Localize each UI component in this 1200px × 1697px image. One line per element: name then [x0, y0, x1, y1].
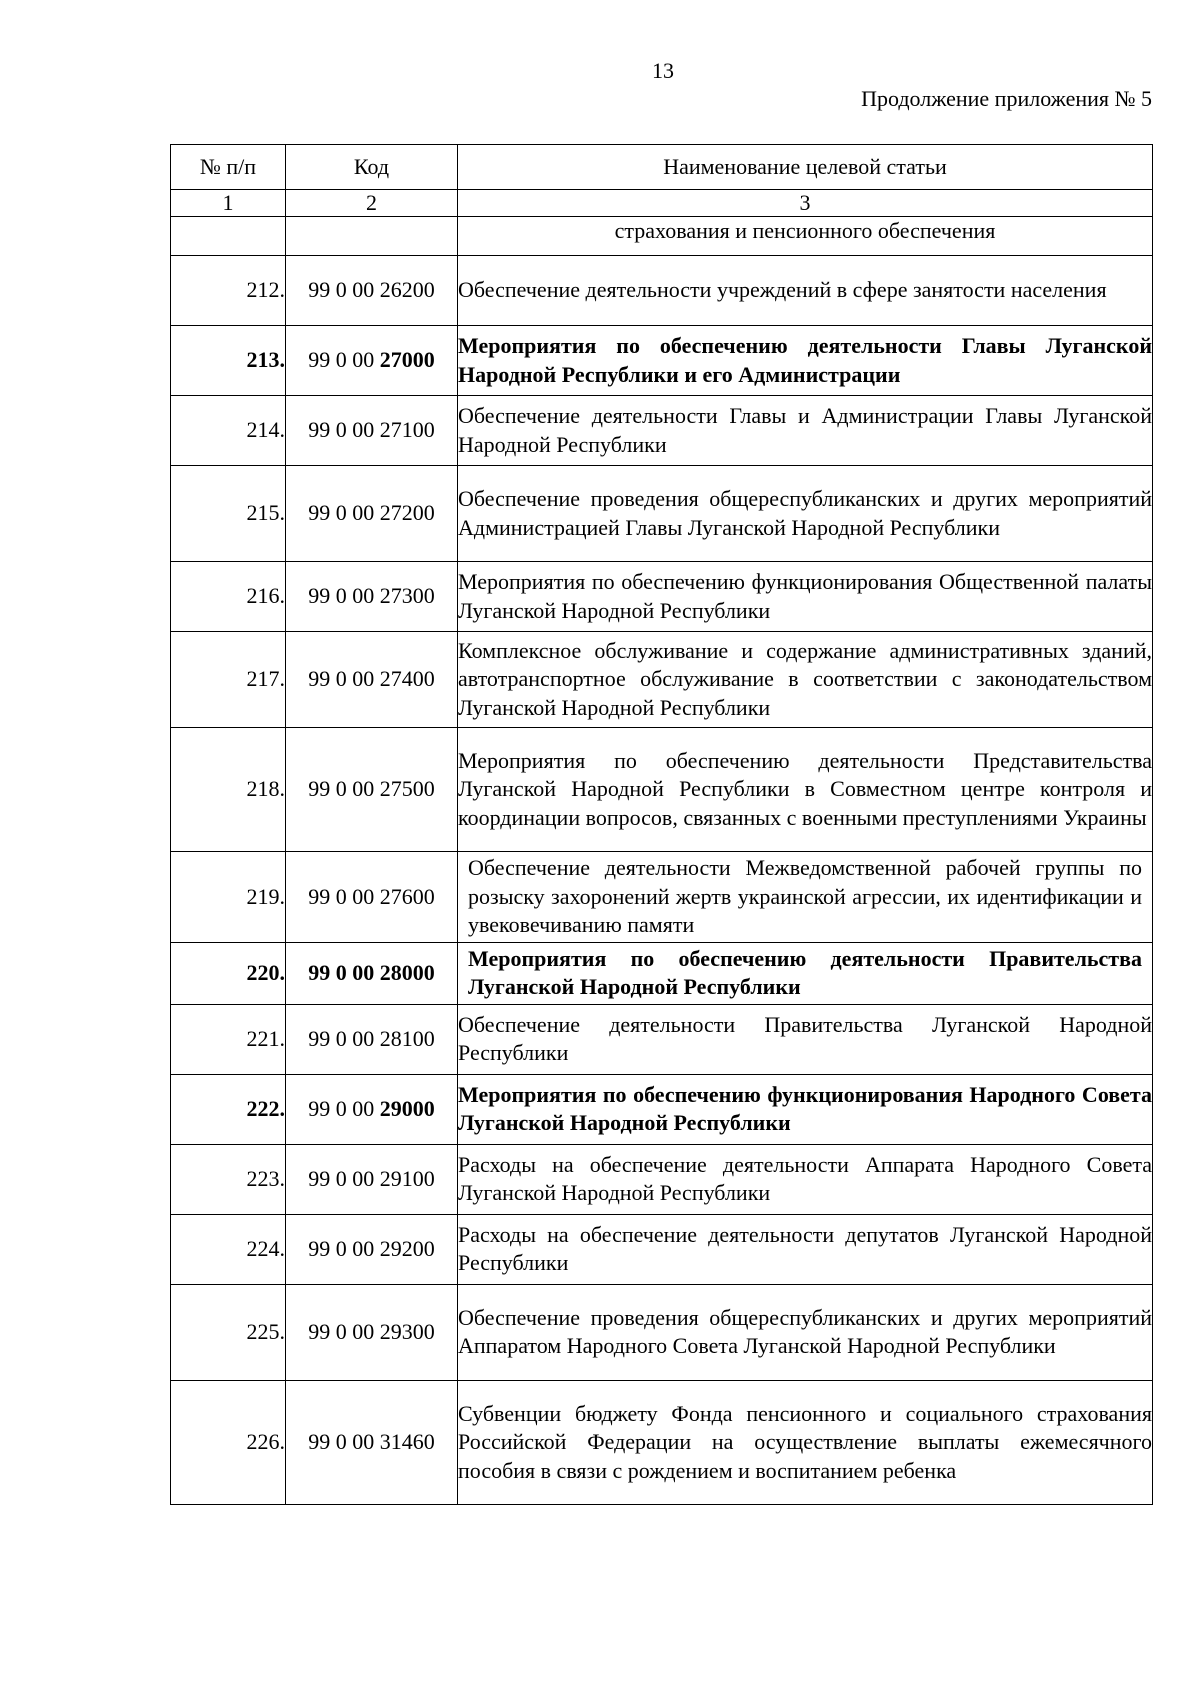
code-suffix: 29200	[379, 1236, 435, 1262]
code-suffix: 31460	[379, 1429, 435, 1455]
table-row	[171, 1144, 1153, 1214]
code-prefix: 99 0 00	[308, 883, 380, 909]
code-suffix: 27000	[379, 347, 435, 373]
row-article-name: Расходы на обеспечение деятельности Аппарата Народного Совета Луганской Народной Республики	[458, 1144, 1153, 1214]
column-header-number: № п/п	[171, 145, 286, 190]
row-code	[286, 728, 458, 852]
table-row	[171, 396, 1153, 466]
code-prefix: 99 0 00	[308, 417, 380, 443]
column-number-3: 3	[458, 190, 1153, 217]
row-article-name: Обеспечение деятельности Правительства Луганской Народной Республики	[458, 1004, 1153, 1074]
table-row	[171, 1284, 1153, 1380]
row-number: 226.	[171, 1380, 286, 1504]
code-suffix: 28100	[379, 1026, 435, 1052]
row-article-name: Обеспечение деятельности Главы и Администрации Главы Луганской Народной Республики	[458, 396, 1153, 466]
row-number: 216.	[171, 562, 286, 632]
code-prefix: 99 0 00	[308, 1096, 380, 1122]
table-row	[171, 728, 1153, 852]
code-suffix: 28000	[379, 960, 435, 986]
row-number: 219.	[171, 852, 286, 943]
column-header-name: Наименование целевой статьи	[458, 145, 1153, 190]
row-article-name: Мероприятия по обеспечению деятельности Представительства Луганской Народной Республики в Совместном центре контроля и координации вопросов, связанных с военными преступлениями Украины	[458, 728, 1153, 852]
table-row	[171, 562, 1153, 632]
column-number-2: 2	[286, 190, 458, 217]
row-code	[286, 256, 458, 326]
table-header-row	[171, 145, 1153, 190]
row-number: 215.	[171, 466, 286, 562]
code-prefix: 99 0 00	[308, 347, 380, 373]
row-number: 223.	[171, 1144, 286, 1214]
row-number: 225.	[171, 1284, 286, 1380]
row-code	[286, 1284, 458, 1380]
row-article-name: Обеспечение проведения общереспубликанских и других мероприятий Аппаратом Народного Совета Луганской Народной Республики	[458, 1284, 1153, 1380]
row-article-name: Мероприятия по обеспечению деятельности Правительства Луганской Народной Республики	[458, 942, 1153, 1004]
row-code	[286, 632, 458, 728]
continuation-text: страхования и пенсионного обеспечения	[458, 217, 1153, 256]
row-number: 222.	[171, 1074, 286, 1144]
table-row	[171, 1004, 1153, 1074]
table-row	[171, 1074, 1153, 1144]
row-number: 213.	[171, 326, 286, 396]
row-number: 217.	[171, 632, 286, 728]
row-code	[286, 1144, 458, 1214]
code-prefix: 99 0 00	[308, 583, 380, 609]
code-prefix: 99 0 00	[308, 1026, 380, 1052]
code-prefix: 99 0 00	[308, 277, 380, 303]
column-number-row	[171, 190, 1153, 217]
row-article-name: Комплексное обслуживание и содержание административных зданий, автотранспортное обслуживание в соответствии с законодательством Луганской Народной Республики	[458, 632, 1153, 728]
code-suffix: 27600	[379, 883, 435, 909]
row-article-name: Обеспечение деятельности учреждений в сфере занятости населения	[458, 256, 1153, 326]
code-suffix: 29100	[379, 1166, 435, 1192]
table-row	[171, 1380, 1153, 1504]
code-suffix: 27300	[379, 583, 435, 609]
code-suffix: 27200	[379, 500, 435, 526]
code-prefix: 99 0 00	[308, 500, 380, 526]
row-number: 220.	[171, 942, 286, 1004]
code-prefix: 99 0 00	[308, 1429, 380, 1455]
table-body	[171, 217, 1153, 1505]
row-code	[286, 942, 458, 1004]
code-prefix: 99 0 00	[308, 776, 380, 802]
row-article-name: Мероприятия по обеспечению функционирования Народного Совета Луганской Народной Республики	[458, 1074, 1153, 1144]
code-prefix: 99 0 00	[308, 666, 380, 692]
row-number: 218.	[171, 728, 286, 852]
continuation-num-cell	[171, 217, 286, 256]
continuation-row	[171, 217, 1153, 256]
row-article-name: Обеспечение проведения общереспубликанских и других мероприятий Администрацией Главы Луганской Народной Республики	[458, 466, 1153, 562]
code-suffix: 29300	[379, 1319, 435, 1345]
row-article-name: Субвенции бюджету Фонда пенсионного и социального страхования Российской Федерации на осуществление выплаты ежемесячного пособия в связи с рождением и воспитанием ребенка	[458, 1380, 1153, 1504]
row-code	[286, 1004, 458, 1074]
table-row	[171, 326, 1153, 396]
code-prefix: 99 0 00	[308, 1319, 380, 1345]
row-code	[286, 326, 458, 396]
code-prefix: 99 0 00	[308, 1166, 380, 1192]
code-suffix: 27400	[379, 666, 435, 692]
continuation-code-cell	[286, 217, 458, 256]
table-row	[171, 256, 1153, 326]
column-number-1: 1	[171, 190, 286, 217]
target-articles-table	[170, 144, 1153, 1505]
row-article-name: Обеспечение деятельности Межведомственной рабочей группы по розыску захоронений жертв украинской агрессии, их идентификации и увековечиванию памяти	[458, 852, 1153, 943]
code-suffix: 27500	[379, 776, 435, 802]
row-code	[286, 852, 458, 943]
row-code	[286, 1214, 458, 1284]
row-code	[286, 1380, 458, 1504]
row-number: 224.	[171, 1214, 286, 1284]
row-number: 214.	[171, 396, 286, 466]
page-number: 13	[652, 58, 674, 83]
row-code	[286, 562, 458, 632]
code-prefix: 99 0 00	[308, 1236, 380, 1262]
row-article-name: Расходы на обеспечение деятельности депутатов Луганской Народной Республики	[458, 1214, 1153, 1284]
row-code	[286, 466, 458, 562]
row-number: 212.	[171, 256, 286, 326]
code-prefix: 99 0 00	[308, 960, 380, 986]
code-suffix: 26200	[379, 277, 435, 303]
table-row	[171, 1214, 1153, 1284]
column-header-code: Код	[286, 145, 458, 190]
row-number: 221.	[171, 1004, 286, 1074]
code-suffix: 27100	[379, 417, 435, 443]
row-code	[286, 1074, 458, 1144]
appendix-continuation-label: Продолжение приложения № 5	[861, 86, 1152, 111]
table-row	[171, 466, 1153, 562]
table-row	[171, 942, 1153, 1004]
table-row	[171, 632, 1153, 728]
row-article-name: Мероприятия по обеспечению деятельности Главы Луганской Народной Республики и его Администрации	[458, 326, 1153, 396]
table-row	[171, 852, 1153, 943]
row-article-name: Мероприятия по обеспечению функционирования Общественной палаты Луганской Народной Республики	[458, 562, 1153, 632]
row-code	[286, 396, 458, 466]
code-suffix: 29000	[379, 1096, 435, 1122]
